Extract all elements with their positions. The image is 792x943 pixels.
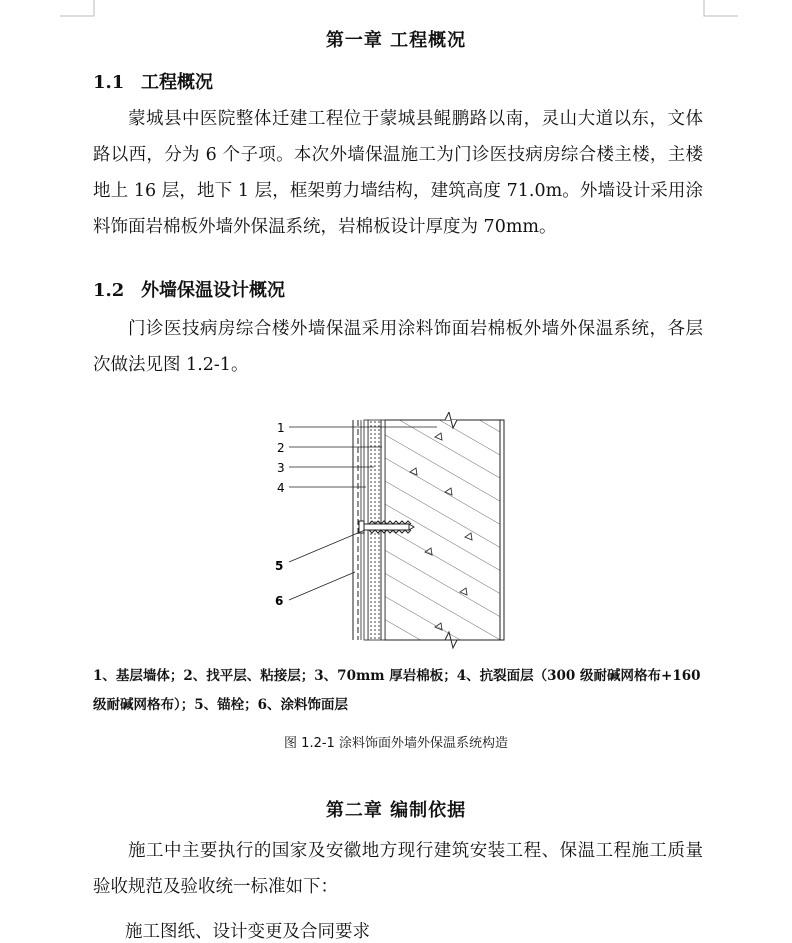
chapter-2-body: 施工中主要执行的国家及安徽地方现行建筑安装工程、保温工程施工质量验收规范及验收统一标准如下：	[93, 841, 703, 897]
page-corner-mark-right	[698, 0, 738, 20]
section-1-2-number: 1.2	[93, 280, 125, 301]
figure-legend: 1、基层墙体；2、找平层、粘接层；3、70mm 厚岩棉板；4、抗裂面层（300 级耐碱网格布+160 级耐碱网格布）；5、锚栓；6、涂料饰面层	[93, 668, 701, 713]
diagram-label-6: 6	[275, 594, 284, 608]
chapter-1-title: 第一章 工程概况	[325, 30, 467, 51]
section-1-1-number: 1.1	[93, 72, 125, 93]
inner-finish-layer	[500, 420, 504, 640]
wall-insulation-diagram	[265, 412, 545, 652]
diagram-label-2: 2	[277, 441, 285, 455]
section-1-1-heading	[93, 68, 213, 94]
section-1-1-title: 工程概况	[141, 72, 213, 93]
section-1-2-body: 门诊医技病房综合楼外墙保温采用涂料饰面岩棉板外墙外保温系统，各层次做法见图 1.2-1。	[93, 319, 703, 375]
diagram-label-3: 3	[277, 461, 285, 475]
leader-line-5	[289, 530, 365, 562]
basis-item-1: 施工图纸、设计变更及合同要求	[125, 922, 370, 942]
figure-caption: 图 1.2-1 涂料饰面外墙外保温系统构造	[284, 736, 508, 751]
leader-line-6	[289, 572, 355, 600]
diagram-label-4: 4	[277, 481, 285, 495]
diagram-label-1: 1	[277, 421, 285, 435]
chapter-2-title: 第二章 编制依据	[325, 800, 467, 821]
section-1-1-body: 蒙城县中医院整体迁建工程位于蒙城县鲲鹏路以南，灵山大道以东，文体路以西，分为 6 个子项。本次外墙保温施工为门诊医技病房综合楼主楼，主楼地上 16 层，地下 1 层，框架剪力墙结构，建筑高度 71.0m。外墙设计采用涂料饰面岩棉板外墙外保温系统，岩棉板设计厚度为 70mm。	[93, 109, 703, 237]
section-1-2-title: 外墙保温设计概况	[141, 280, 285, 301]
page-corner-mark-left	[60, 0, 100, 20]
diagram-label-5: 5	[275, 559, 284, 573]
section-1-2-heading	[93, 276, 285, 302]
